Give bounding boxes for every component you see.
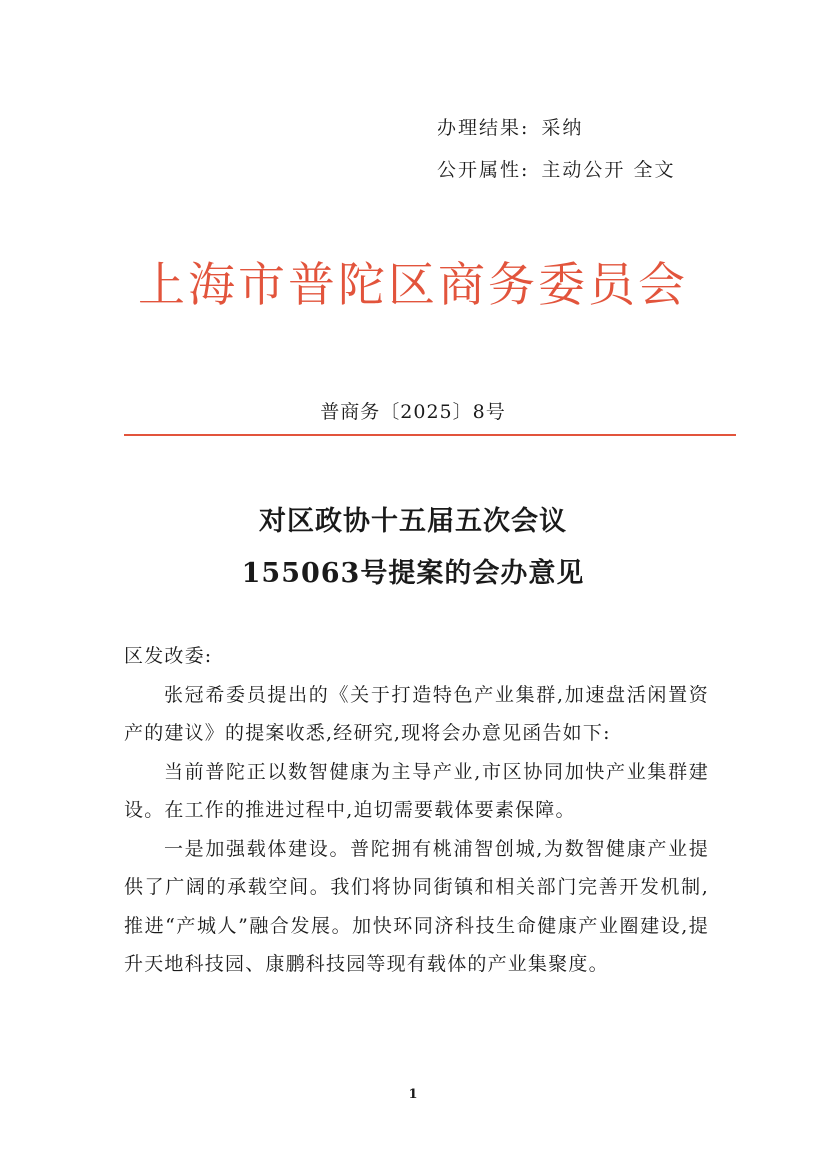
- red-divider: [124, 434, 736, 436]
- handling-result-label: 办理结果:: [437, 117, 530, 139]
- body-paragraph: 张冠希委员提出的《关于打造特色产业集群,加速盘活闲置资产的建议》的提案收悉,经研究,现将会办意见函告如下:: [124, 683, 709, 744]
- document-number: 普商务〔2025〕8号: [320, 401, 506, 423]
- disclosure-attribute: [437, 155, 675, 182]
- handling-result: [437, 113, 583, 140]
- body-paragraph: 一是加强载体建设。普陀拥有桃浦智创城,为数智健康产业提供了广阔的承载空间。我们将协同街镇和相关部门完善开发机制,推进“产城人”融合发展。加快环同济科技生命健康产业圈建设,提升天地科技园、康鹏科技园等现有载体的产业集聚度。: [124, 837, 709, 975]
- page-number: 1: [408, 1087, 418, 1102]
- issuer-heading: 上海市普陀区商务委员会: [138, 258, 688, 313]
- disclosure-value: 主动公开 全文: [541, 159, 676, 181]
- document-title-line-2: 155063号提案的会办意见: [241, 558, 585, 589]
- salutation: 区发改委:: [124, 645, 213, 667]
- body-paragraph: 当前普陀正以数智健康为主导产业,市区协同加快产业集群建设。在工作的推进过程中,迫切需要载体要素保障。: [124, 760, 709, 821]
- handling-result-value: 采纳: [541, 117, 584, 139]
- document-title-line-1: 对区政协十五届五次会议: [259, 506, 567, 537]
- disclosure-label: 公开属性:: [437, 159, 530, 181]
- document-body: [124, 637, 709, 984]
